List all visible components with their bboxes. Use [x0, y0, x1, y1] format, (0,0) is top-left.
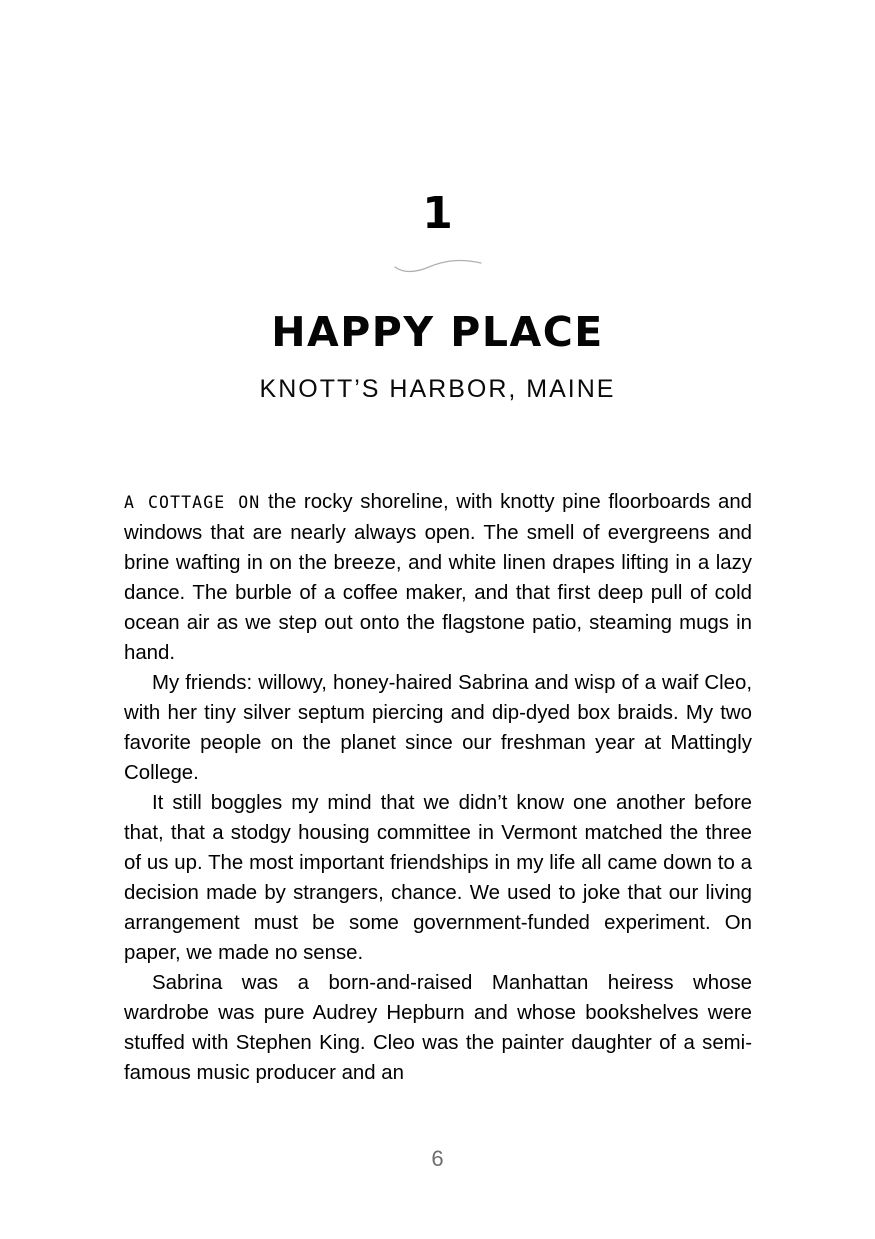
paragraph-text: the rocky shoreline, with knotty pine floorboards and windows that are nearly always open. The smell of evergreens and brine wafting in on the breeze, and white linen drapes lifting in a lazy dance. The burble of a coffee maker, and that first deep pull of cold ocean air as we step out onto the flagstone patio, steaming mugs in hand. [124, 491, 753, 664]
wave-divider-ornament-icon [393, 254, 483, 276]
paragraph-text: It still boggles my mind that we didn’t know one another before that, that a stodgy housing committee in Vermont matched the three of us up. The most important friendships in my life all came down to a decision made by strangers, chance. We used to joke that our living arrangement must be some government-funded experiment. On paper, we made no sense. [124, 792, 752, 964]
chapter-subtitle-location: KNOTT’S HARBOR, MAINE [259, 375, 616, 403]
paragraph [124, 668, 752, 788]
paragraph-text: Sabrina was a born-and-raised Manhattan heiress whose wardrobe was pure Audrey Hepburn and whose bookshelves were stuffed with Stephen King. Cleo was the painter daughter of a semi-famous music producer and an [124, 972, 752, 1084]
page-number: 6 [431, 1146, 444, 1171]
chapter-number: 1 [422, 188, 453, 239]
chapter-title: HAPPY PLACE [271, 308, 604, 356]
paragraph [124, 788, 752, 968]
chapter-header [0, 188, 875, 403]
body-text-column [124, 487, 752, 1088]
paragraph [124, 968, 752, 1088]
page-footer [0, 1148, 875, 1170]
opening-small-caps: A COTTAGE ON [124, 493, 261, 512]
paragraph-text: My friends: willowy, honey-haired Sabrina and wisp of a waif Cleo, with her tiny silver septum piercing and dip-dyed box braids. My two favorite people on the planet since our freshman year at Mattingly College. [124, 672, 752, 784]
paragraph [124, 487, 752, 668]
